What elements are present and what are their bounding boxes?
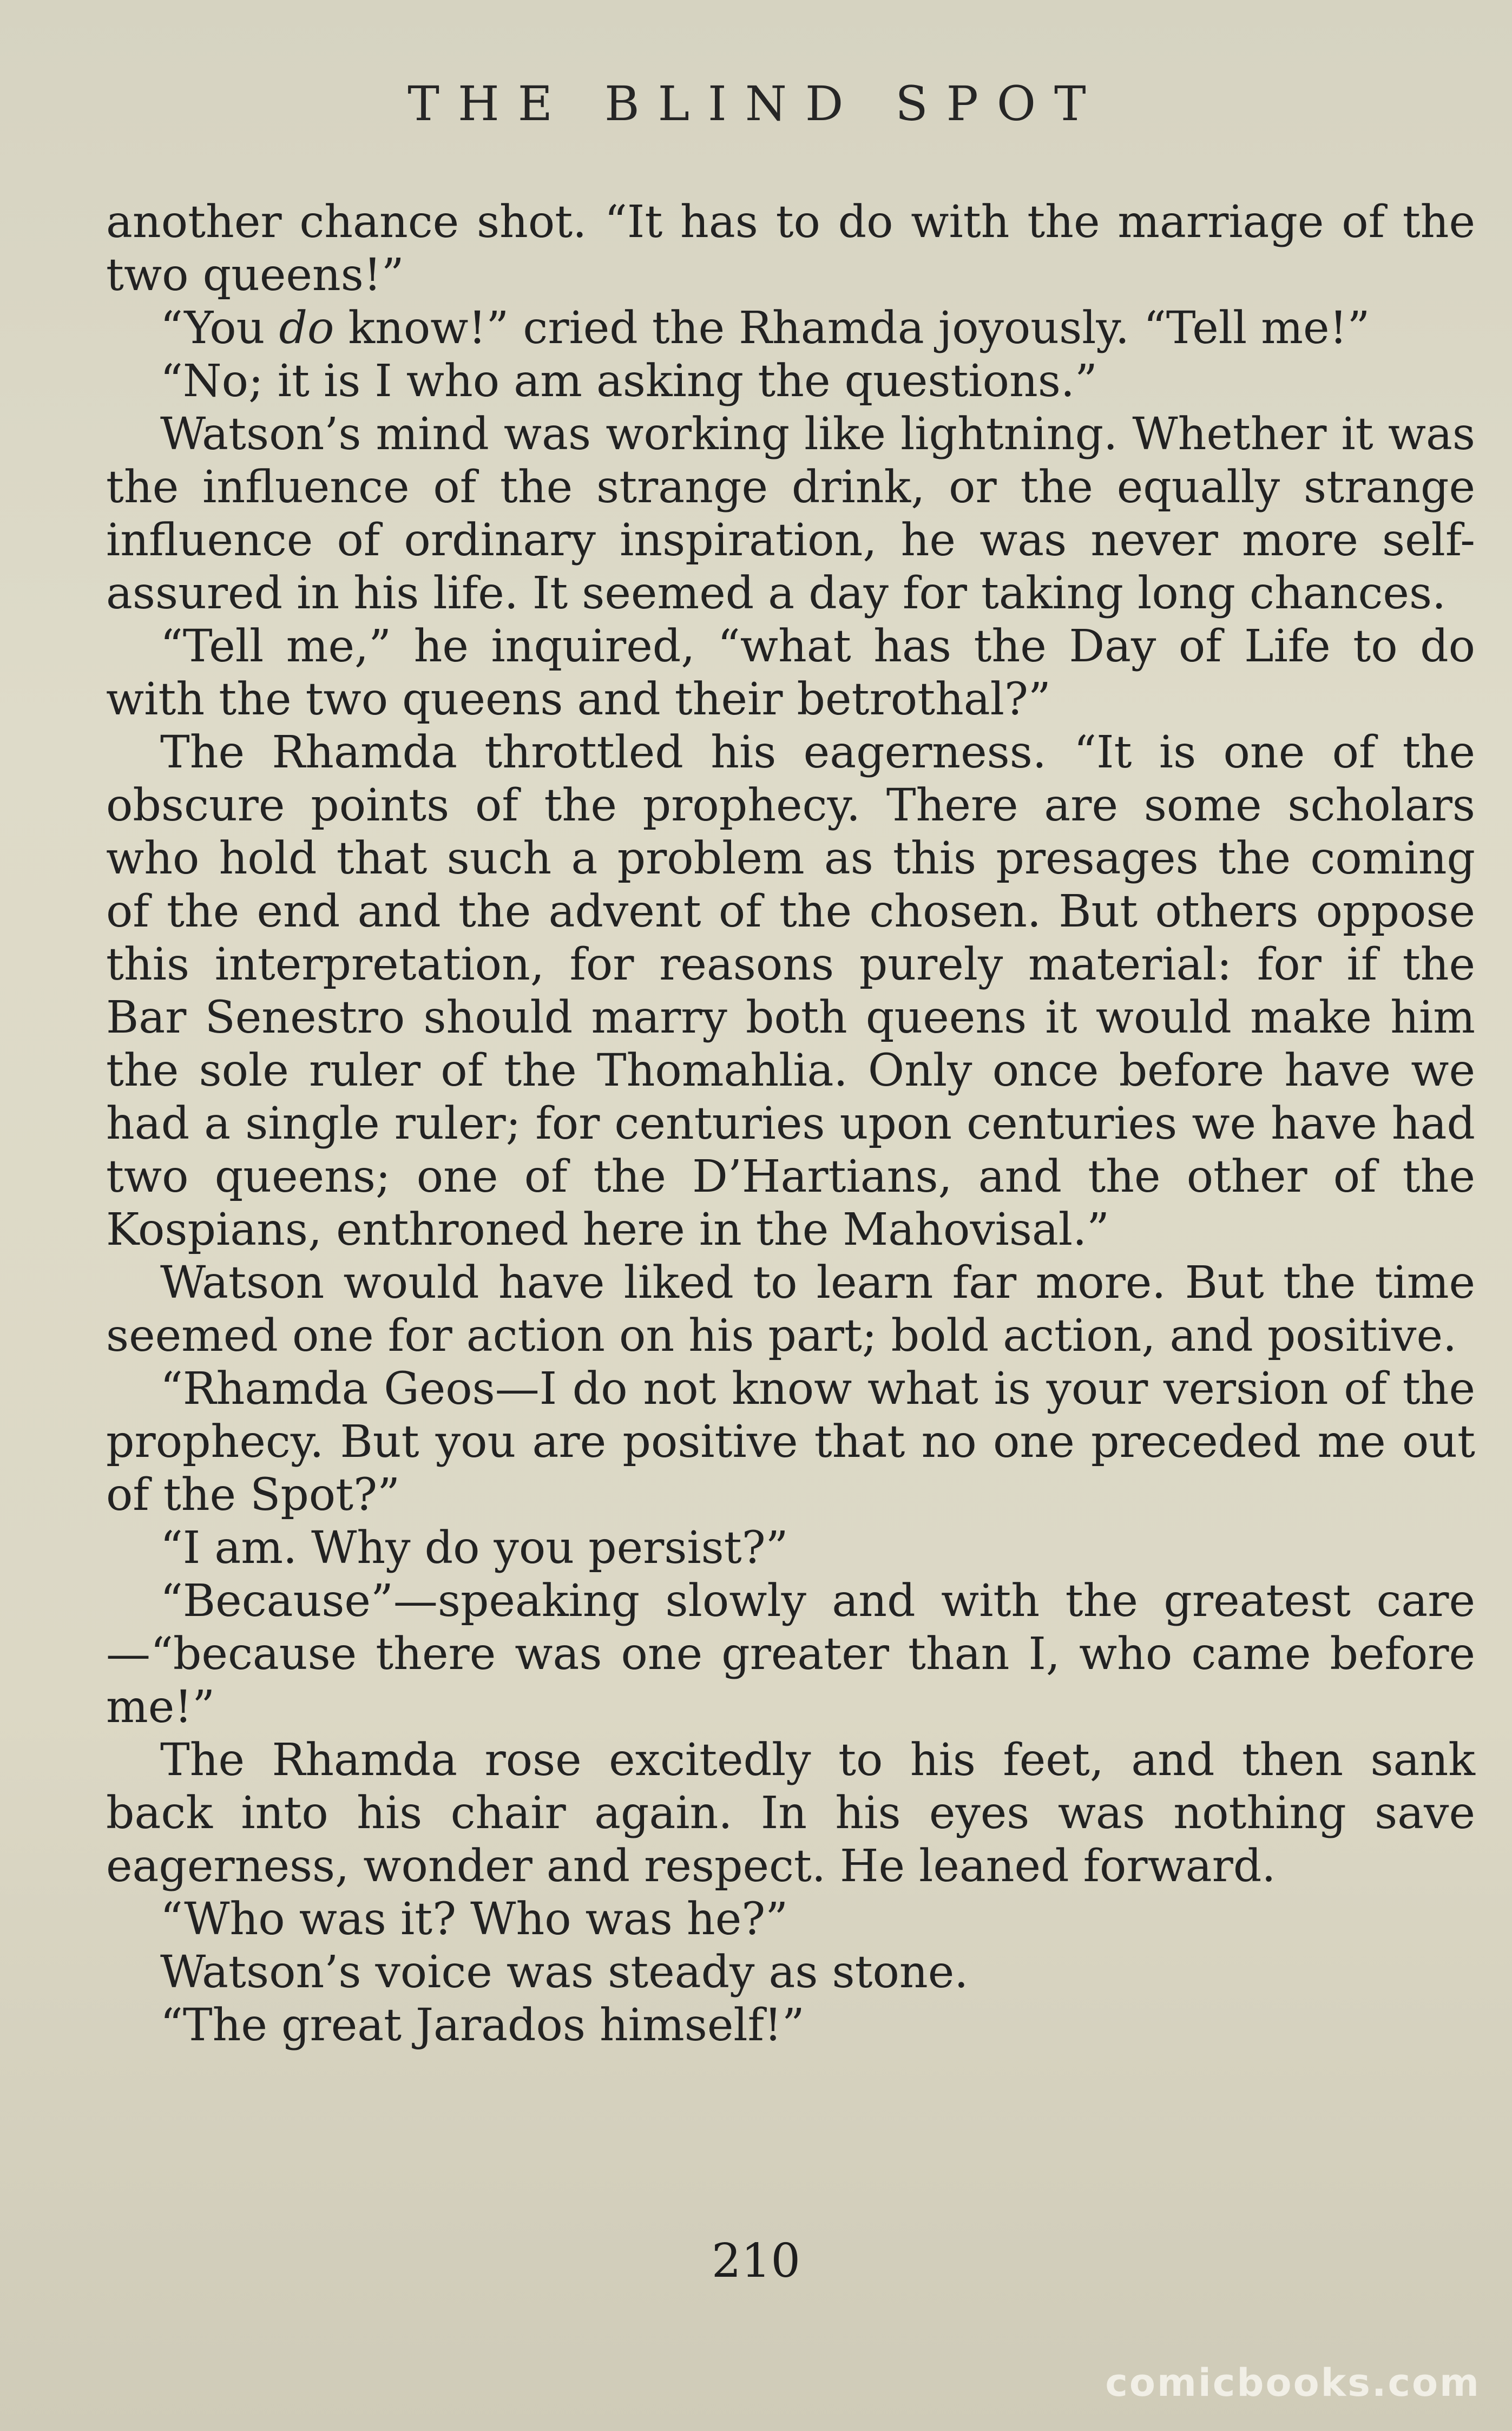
paragraph-text: “You xyxy=(160,303,279,354)
paragraph-text: know!” cried the Rhamda joyously. “Tell me!” xyxy=(334,303,1370,354)
paragraph: “No; it is I who am asking the questions.” xyxy=(160,356,1097,407)
paragraph: “The great Jarados himself!” xyxy=(160,2000,805,2051)
body-text xyxy=(106,196,1475,2052)
paragraph: another chance shot. “It has to do with the marriage of the two queens!” xyxy=(106,196,1475,301)
paragraph: Watson would have liked to learn far more. But the time seemed one for action on his part; bold action, and positive. xyxy=(106,1257,1475,1362)
paragraph: “Because”—speaking slowly and with the greatest care—“because there was one greater than I, who came before me!” xyxy=(106,1575,1475,1733)
paragraph: The Rhamda throttled his eagerness. “It is one of the obscure points of the prophecy. There are some scholars who hold that such a problem as this presages the coming of the end and the advent of the chosen. But others oppose this interpretation, for reasons purely material: for if the Bar Senestro should marry both queens it would make him the sole ruler of the Thomahlia. Only once before have we had a single ruler; for centuries upon centuries we have had two queens; one of the D’Hartians, and the other of the Kospians, enthroned here in the Mahovisal.” xyxy=(106,727,1475,1256)
running-head-title: THE BLIND SPOT xyxy=(407,76,1105,132)
paragraph: “I am. Why do you persist?” xyxy=(160,1522,788,1574)
emphasis-text: do xyxy=(279,303,334,354)
paragraph: Watson’s mind was working like lightning. Whether it was the influence of the strange drink, or the equally strange influence of ordinary inspiration, he was never more self-assured in his life. It seemed a day for taking long chances. xyxy=(106,409,1475,619)
watermark: comicbooks.com xyxy=(1105,2361,1481,2405)
paragraph: “Rhamda Geos—I do not know what is your version of the prophecy. But you are positive that no one preceded me out of the Spot?” xyxy=(106,1363,1475,1521)
paragraph: “Who was it? Who was he?” xyxy=(160,1894,788,1945)
paragraph xyxy=(106,302,1475,355)
paragraph: The Rhamda rose excitedly to his feet, and then sank back into his chair again. In his eyes was nothing save eagerness, wonder and respect. He leaned forward. xyxy=(106,1734,1475,1892)
page-number: 210 xyxy=(711,2234,801,2288)
paragraph: “Tell me,” he inquired, “what has the Day of Life to do with the two queens and their betrothal?” xyxy=(106,621,1475,725)
paragraph: Watson’s voice was steady as stone. xyxy=(160,1947,969,1998)
